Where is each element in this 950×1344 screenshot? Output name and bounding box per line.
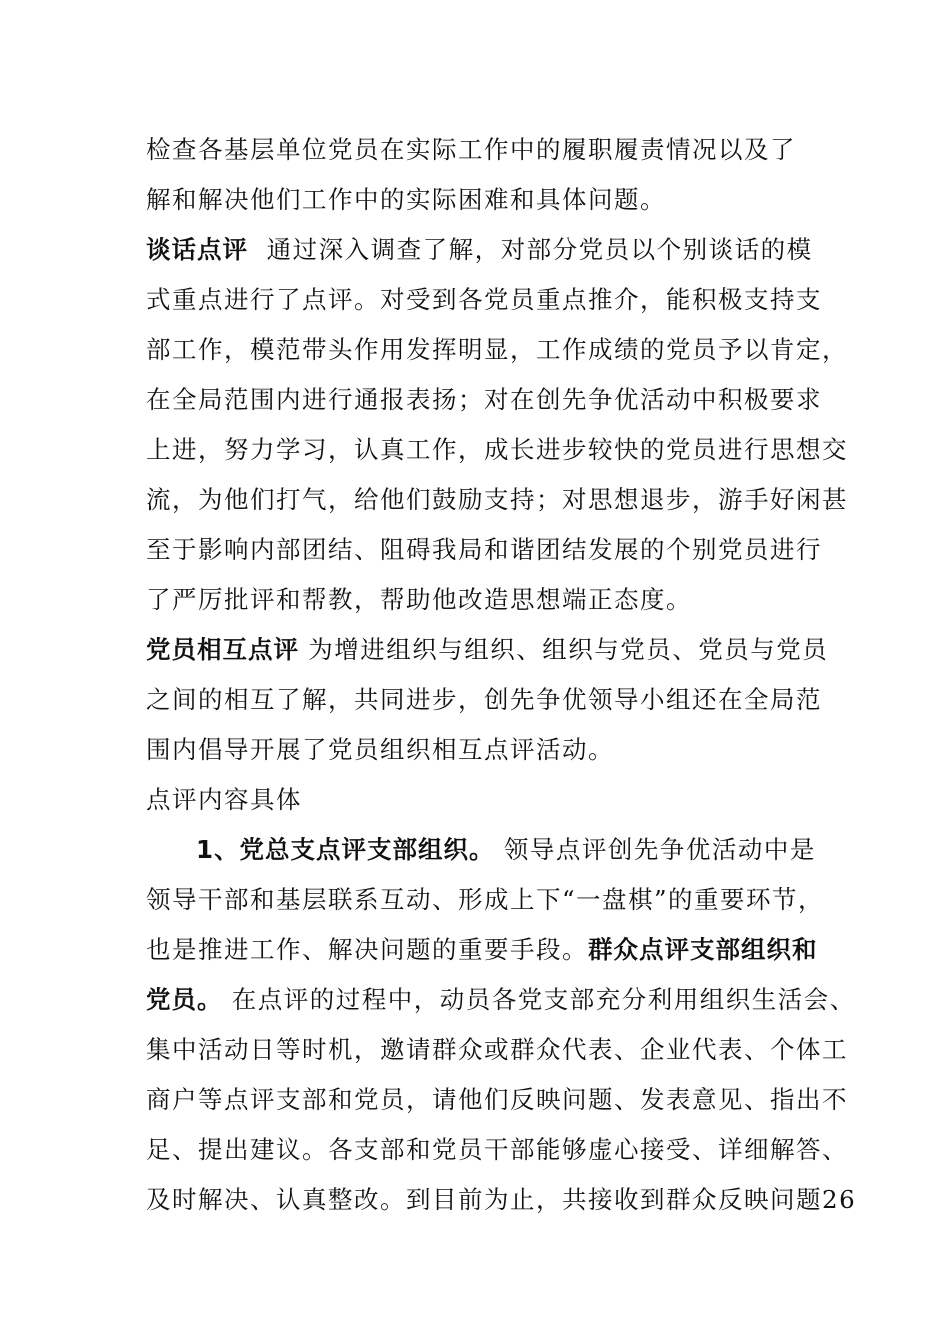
text-line (146, 483, 846, 517)
text-line (196, 833, 896, 867)
line-text: 部工作，模范带头作用发挥明显，工作成绩的党员予以肯定， (146, 335, 848, 364)
line-text: 集中活动日等时机，邀请群众或群众代表、企业代表、个体工 (146, 1035, 848, 1064)
text-line (146, 433, 846, 467)
line-text: 了严厉批评和帮教，帮助他改造思想端正态度。 (146, 585, 692, 614)
text-line (146, 983, 856, 1017)
line-text: 也是推进工作、解决问题的重要手段。 (146, 935, 588, 964)
line-text: 上进，努力学习，认真工作，成长进步较快的党员进行思想交 (146, 435, 848, 464)
line-text: 商户等点评支部和党员，请他们反映问题、发表意见、指出不 (146, 1085, 848, 1114)
line-text: 在点评的过程中，动员各党支部充分利用组织生活会、 (222, 985, 856, 1014)
bold-phrase: 群众点评支部组织和 (588, 935, 818, 964)
text-line (146, 1183, 857, 1217)
text-line (146, 283, 846, 317)
line-text: 足、提出建议。各支部和党员干部能够虚心接受、详细解答、 (146, 1135, 848, 1164)
text-line (146, 333, 846, 367)
text-line (146, 233, 846, 267)
text-line (146, 883, 846, 917)
line-text: 领导干部和基层联系互动、形成上下“一盘棋”的重要环节， (146, 885, 825, 914)
line-text: 检查各基层单位党员在实际工作中的履职履责情况以及了 (146, 135, 796, 164)
text-line (146, 383, 846, 417)
numbered-lead: 1、党总支点评支部组织。 (196, 835, 495, 864)
text-line (146, 683, 846, 717)
line-text: 领导点评创先争优活动中是 (494, 835, 816, 864)
text-line (146, 1133, 846, 1167)
text-line (146, 1083, 846, 1117)
line-text: 在全局范围内进行通报表扬；对在创先争优活动中积极要求 (146, 385, 822, 414)
line-text: 及时解决、认真整改。到目前为止，共接收到群众反映问题26 (146, 1185, 857, 1214)
text-line (146, 1033, 846, 1067)
line-text: 通过深入调查了解，对部分党员以个别谈话的模 (248, 235, 813, 264)
line-text: 流，为他们打气，给他们鼓励支持；对思想退步，游手好闲甚 (146, 485, 848, 514)
line-text: 至于影响内部团结、阻碍我局和谐团结发展的个别党员进行 (146, 535, 822, 564)
line-text: 之间的相互了解，共同进步，创先争优领导小组还在全局范 (146, 685, 822, 714)
text-line (146, 533, 846, 567)
line-text: 为增进组织与组织、组织与党员、党员与党员 (299, 635, 829, 664)
text-line (146, 633, 846, 667)
text-line (146, 583, 846, 617)
text-line (146, 783, 846, 817)
section-heading: 点评内容具体 (146, 785, 302, 814)
line-text: 围内倡导开展了党员组织相互点评活动。 (146, 735, 614, 764)
text-line (146, 933, 846, 967)
text-line (146, 183, 846, 217)
text-line (146, 133, 846, 167)
section-lead-mutual-review: 党员相互点评 (146, 635, 299, 664)
line-text: 解和解决他们工作中的实际困难和具体问题。 (146, 185, 666, 214)
bold-phrase: 党员。 (146, 985, 223, 1014)
line-text: 式重点进行了点评。对受到各党员重点推介，能积极支持支 (146, 285, 822, 314)
section-lead-talk-review: 谈话点评 (146, 235, 248, 264)
text-line (146, 733, 846, 767)
